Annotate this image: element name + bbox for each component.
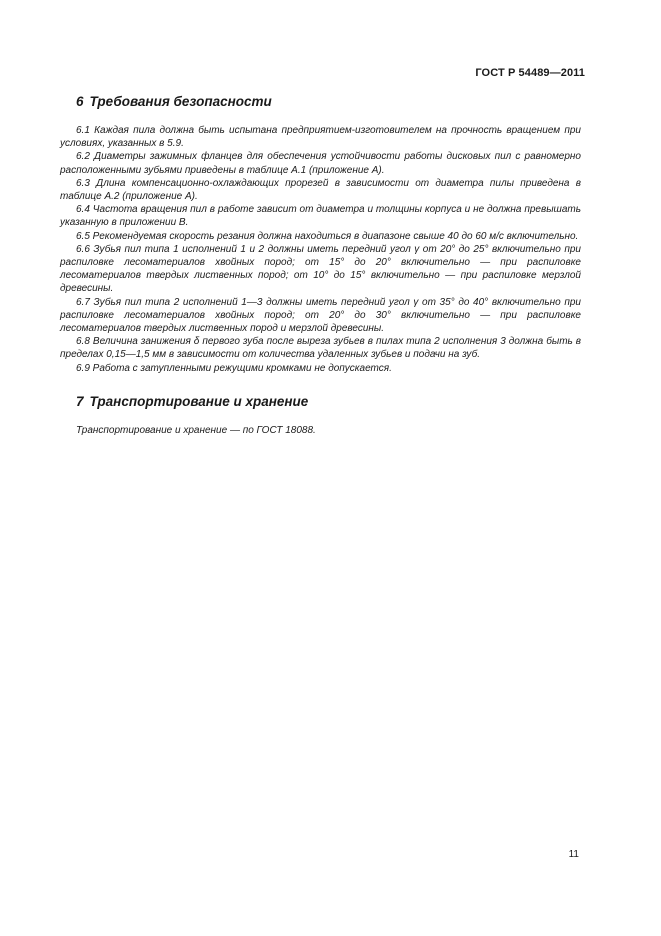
section-7-body	[60, 424, 581, 437]
paragraph-6-2: 6.2 Диаметры зажимных фланцев для обеспечения устойчивости работы дисковых пил с равномерно расположенными зубьями приведены в таблице А.1 (приложение А).	[60, 151, 581, 176]
section-6-title: Требования безопасности	[89, 94, 272, 109]
paragraph-6-9: 6.9 Работа с затупленными режущими кромками не допускается.	[76, 362, 392, 374]
paragraph-6-4: 6.4 Частота вращения пил в работе зависит от диаметра и толщины корпуса и не должна превышать указанную в приложении В.	[60, 204, 581, 229]
paragraph-6-5: 6.5 Рекомендуемая скорость резания должна находиться в диапазоне свыше 40 до 60 м/с включительно.	[76, 230, 579, 242]
paragraph-6-6: 6.6 Зубья пил типа 1 исполнений 1 и 2 должны иметь передний угол γ от 20° до 25° включительно при распиловке лесоматериалов хвойных пород; от 15° до 20° включительно — при распиловке лесоматериалов твердых лиственных пород; от 10° до 15° включительно — при распиловке мерзлой древесины.	[60, 243, 581, 295]
section-6-number: 6	[76, 94, 84, 109]
section-6-body	[60, 124, 581, 375]
paragraph-6-8: 6.8 Величина занижения δ первого зуба после выреза зубьев в пилах типа 2 исполнения 3 должна быть в пределах 0,15—1,5 мм в зависимости от количества удаленных зубьев и подачи на зуб.	[60, 336, 581, 361]
paragraph-6-7: 6.7 Зубья пил типа 2 исполнений 1—3 должны иметь передний угол γ от 35° до 40° включительно при распиловке лесоматериалов хвойных пород; от 20° до 30° включительно — при распиловке лесоматериалов твердых лиственных пород и мерзлой древесины.	[60, 296, 581, 335]
section-7-title: Транспортирование и хранение	[89, 394, 309, 409]
paragraph-6-3: 6.3 Длина компенсационно-охлаждающих прорезей в зависимости от диаметра пилы приведена в таблице А.2 (приложение А).	[60, 177, 581, 203]
document-code: ГОСТ Р 54489—2011	[475, 67, 585, 79]
section-7-number: 7	[76, 394, 84, 409]
paragraph-6-1: 6.1 Каждая пила должна быть испытана предприятием-изготовителем на прочность вращением при условиях, указанных в 5.9.	[60, 125, 581, 150]
section-6-heading	[76, 94, 272, 109]
page-number: 11	[568, 849, 579, 860]
paragraph-7-1: Транспортирование и хранение — по ГОСТ 18088.	[76, 425, 316, 436]
section-7-heading	[76, 394, 308, 409]
